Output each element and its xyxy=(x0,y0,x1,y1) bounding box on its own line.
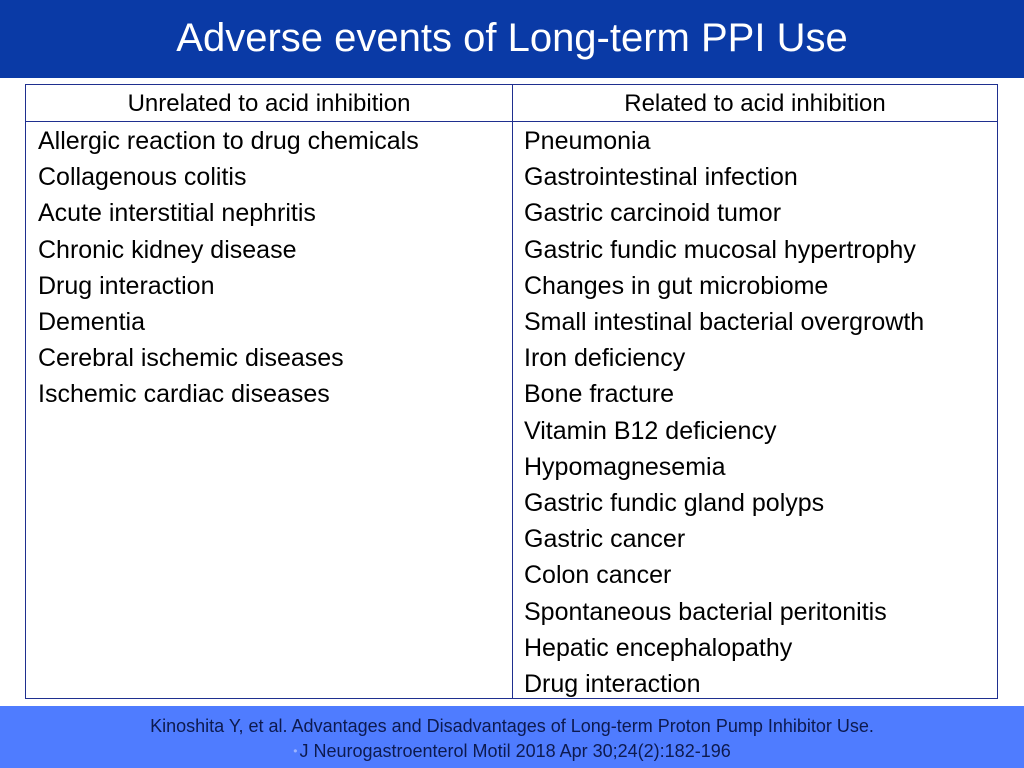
list-item: Drug interaction xyxy=(38,271,215,300)
list-item: Gastric carcinoid tumor xyxy=(524,199,782,228)
list-item: Small intestinal bacterial overgrowth xyxy=(524,308,925,337)
column-divider xyxy=(512,85,513,698)
list-item: Vitamin B12 deficiency xyxy=(524,416,777,445)
list-item: Allergic reaction to drug chemicals xyxy=(38,127,419,155)
list-item: Changes in gut microbiome xyxy=(524,271,829,300)
list-item: Drug interaction xyxy=(524,670,701,699)
list-item: Iron deficiency xyxy=(524,344,686,373)
list-item: Gastric cancer xyxy=(524,525,686,554)
list-item: Dementia xyxy=(38,308,145,337)
list-item: Gastric fundic mucosal hypertrophy xyxy=(524,235,916,264)
citation-line-2 xyxy=(0,740,1024,762)
header-divider xyxy=(26,121,997,122)
slide-title: Adverse events of Long-term PPI Use xyxy=(176,16,848,60)
title-bar xyxy=(0,0,1024,78)
list-item: Cerebral ischemic diseases xyxy=(38,344,344,373)
citation-journal: J Neurogastroenterol Motil 2018 Apr 30;24(2):182-196 xyxy=(299,741,731,761)
citation-line-1: Kinoshita Y, et al. Advantages and Disadvantages of Long-term Proton Pump Inhibitor Use. xyxy=(150,716,874,736)
header-unrelated: Unrelated to acid inhibition xyxy=(127,90,411,117)
header-related: Related to acid inhibition xyxy=(624,90,886,117)
list-item: Hypomagnesemia xyxy=(524,452,726,481)
list-item: Collagenous colitis xyxy=(38,163,247,192)
adverse-events-table xyxy=(25,84,998,699)
list-item: Hepatic encephalopathy xyxy=(524,633,793,662)
list-item: Acute interstitial nephritis xyxy=(38,199,316,228)
list-item: Gastrointestinal infection xyxy=(524,163,798,192)
list-item: Ischemic cardiac diseases xyxy=(38,380,330,409)
list-item: Chronic kidney disease xyxy=(38,235,297,264)
bullet-icon: • xyxy=(293,744,298,758)
list-item: Spontaneous bacterial peritonitis xyxy=(524,597,887,626)
list-item: Colon cancer xyxy=(524,561,672,590)
list-item: Pneumonia xyxy=(524,127,651,155)
unrelated-list xyxy=(38,123,419,413)
citation-footer xyxy=(0,706,1024,768)
related-list xyxy=(524,123,924,702)
list-item: Bone fracture xyxy=(524,380,675,409)
list-item: Gastric fundic gland polyps xyxy=(524,489,825,518)
